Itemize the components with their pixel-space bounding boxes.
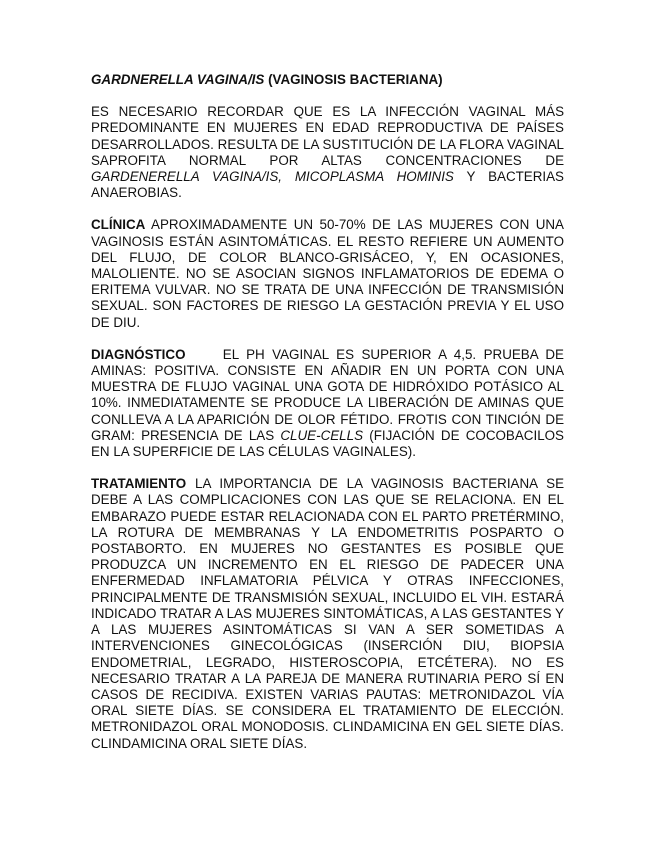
title-rest: (VAGINOSIS BACTERIANA) <box>264 72 443 87</box>
intro-italic: GARDENERELLA VAGINA/IS, MICOPLASMA HOMINIS <box>91 169 454 185</box>
diagnostico-paragraph <box>91 347 564 460</box>
document-title <box>91 72 564 88</box>
diagnostico-heading: DIAGNÓSTICO <box>91 346 186 362</box>
diagnostico-text-1: EL PH VAGINAL ES SUPERIOR A 4,5. PRUEBA DE AMINAS: POSITIVA. CONSISTE EN AÑADIR EN UN PORTA CON UNA MUESTRA DE FLUJO VAGINAL UNA GOTA DE HIDRÓXIDO POTÁSICO AL 10%. INMEDIATAMENTE SE PRODUCE LA LIBERACIÓN DE AMINAS QUE CONLLEVA A LA APARICIÓN DE OLOR FÉTIDO. FROTIS CON TINCIÓN DE GRAM: PRESENCIA DE LAS <box>91 346 564 443</box>
tratamiento-paragraph <box>91 476 564 751</box>
tratamiento-text: LA IMPORTANCIA DE LA VAGINOSIS BACTERIANA SE DEBE A LAS COMPLICACIONES CON LAS QUE SE RELACIONA. EN EL EMBARAZO PUEDE ESTAR RELACIONADA CON EL PARTO PRETÉRMINO, LA ROTURA DE MEMBRANAS Y LA ENDOMETRITIS POSPARTO O POSTABORTO. EN MUJERES NO GESTANTES ES POSIBLE QUE PRODUZCA UN INCREMENTO EN EL RIESGO DE PADECER UNA ENFERMEDAD INFLAMATORIA PÉLVICA Y OTRAS INFECCIONES, PRINCIPALMENTE DE TRANSMISIÓN SEXUAL, INCLUIDO EL VIH. ESTARÁ INDICADO TRATAR A LAS MUJERES SINTOMÁTICAS, A LAS GESTANTES Y A LAS MUJERES ASINTOMÁTICAS SI VAN A SER SOMETIDAS A INTERVENCIONES GINECOLÓGICAS (INSERCIÓN DIU, BIOPSIA ENDOMETRIAL, LEGRADO, HISTEROSCOPIA, ETCÉTERA). NO ES NECESARIO TRATAR A LA PAREJA DE MANERA RUTINARIA PERO SÍ EN CASOS DE RECIDIVA. EXISTEN VARIAS PAUTAS: METRONIDAZOL VÍA ORAL SIETE DÍAS. SE CONSIDERA EL TRATAMIENTO DE ELECCIÓN. METRONIDAZOL ORAL MONODOSIS. CLINDAMICINA EN GEL SIETE DÍAS. CLINDAMICINA ORAL SIETE DÍAS. <box>91 476 564 751</box>
clinica-heading: CLÍNICA <box>91 217 146 233</box>
diagnostico-italic: CLUE-CELLS <box>280 427 363 443</box>
document-page <box>91 72 564 768</box>
clinica-text: APROXIMADAMENTE UN 50-70% DE LAS MUJERES CON UNA VAGINOSIS ESTÁN ASINTOMÁTICAS. EL RESTO REFIERE UN AUMENTO DEL FLUJO, DE COLOR BLANCO-GRISÁCEO, Y, EN OCASIONES, MALOLIENTE. NO SE ASOCIAN SIGNOS INFLAMATORIOS DE EDEMA O ERITEMA VULVAR. NO SE TRATA DE UNA INFECCIÓN DE TRANSMISIÓN SEXUAL. SON FACTORES DE RIESGO LA GESTACIÓN PREVIA Y EL USO DE DIU. <box>91 217 564 330</box>
intro-text-1: ES NECESARIO RECORDAR QUE ES LA INFECCIÓN VAGINAL MÁS PREDOMINANTE EN MUJERES EN EDAD REPRODUCTIVA DE PAÍSES DESARROLLADOS. RESULTA DE LA SUSTITUCIÓN DE LA FLORA VAGINAL SAPROFITA NORMAL POR ALTAS CONCENTRACIONES DE <box>91 104 564 168</box>
intro-text-2: Y BACTERIAS ANAEROBIAS. <box>91 169 564 201</box>
title-italic: GARDNERELLA VAGINA/IS <box>91 72 265 87</box>
diagnostico-text-2: (FIJACIÓN DE COCOBACILOS EN LA SUPERFICIE DE LAS CÉLULAS VAGINALES). <box>91 427 564 460</box>
tratamiento-heading: TRATAMIENTO <box>91 476 187 492</box>
clinica-paragraph <box>91 217 564 330</box>
intro-paragraph <box>91 104 564 201</box>
